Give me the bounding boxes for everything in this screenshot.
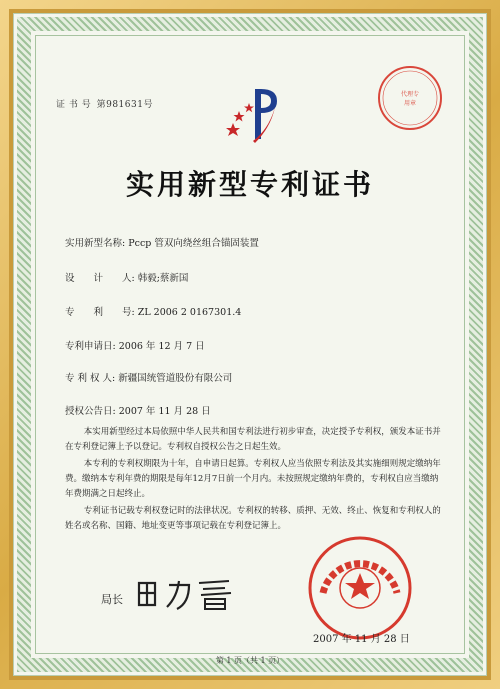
field-value: 2006 年 12 月 7 日 xyxy=(118,341,205,352)
field-key: 专 利 号: xyxy=(65,307,135,318)
field-value: 2007 年 11 月 28 日 xyxy=(118,406,211,417)
field-value: Pccp 管双向绕丝组合锚固装置 xyxy=(128,238,259,249)
body-paragraph: 本实用新型经过本局依照中华人民共和国专利法进行初步审查，决定授予专利权，颁发本证书并在专利登记簿上予以登记。专利权自授权公告之日起生效。 xyxy=(65,427,441,452)
issue-date: 2007 年 11 月 28 日 xyxy=(313,634,410,645)
certificate-number-value: 第981631号 xyxy=(96,100,153,110)
body-paragraph: 本专利的专利权期限为十年，自申请日起算。专利权人应当依照专利法及其实施细则规定缴纳年费。缴纳本专利年费的期限是每年12月7日前一个月内。未按照规定缴纳年费的，专利权自应当缴纳年费期满之日起终止。 xyxy=(65,459,441,499)
field-grant-date xyxy=(65,403,211,417)
field-utility-model-name xyxy=(65,235,259,249)
logo-p-shape xyxy=(255,89,277,139)
logo-star-3 xyxy=(244,103,254,112)
certificate-number xyxy=(56,97,153,110)
certificate-body xyxy=(65,425,445,536)
page-title: 实用新型专利证书 xyxy=(125,168,374,201)
svg-text:代理专: 代理专 xyxy=(400,91,420,98)
field-key: 专利申请日: xyxy=(65,341,116,352)
field-application-date xyxy=(65,338,205,352)
sipo-logo-icon xyxy=(225,83,287,145)
certificate-paper xyxy=(13,13,487,676)
field-value: ZL 2006 2 0167301.4 xyxy=(137,307,242,318)
logo-star-2 xyxy=(234,111,245,122)
certificate-number-label: 证 书 号 xyxy=(56,100,92,110)
field-patent-number xyxy=(65,304,241,318)
field-value: 韩毅;蔡新国 xyxy=(137,273,189,284)
official-seal-icon xyxy=(305,533,415,643)
field-key: 实用新型名称: xyxy=(65,238,126,249)
director-signature xyxy=(133,573,243,613)
logo-star-1 xyxy=(226,123,240,136)
field-designer xyxy=(65,270,188,284)
field-key: 设 计 人: xyxy=(65,273,135,284)
director-label: 局长 xyxy=(101,593,123,606)
agency-stamp-icon xyxy=(375,63,445,133)
field-key: 专 利 权 人: xyxy=(65,373,116,384)
field-key: 授权公告日: xyxy=(65,406,116,417)
body-paragraph: 专利证书记载专利权登记时的法律状况。专利权的转移、质押、无效、终止、恢复和专利权人的姓名或名称、国籍、地址变更等事项记载在专利登记簿上。 xyxy=(65,506,441,531)
field-value: 新疆国统管道股份有限公司 xyxy=(118,373,233,384)
field-patentee xyxy=(65,370,232,384)
svg-text:用章: 用章 xyxy=(403,100,417,107)
page-number: 第 1 页（共 1 页） xyxy=(215,656,285,665)
